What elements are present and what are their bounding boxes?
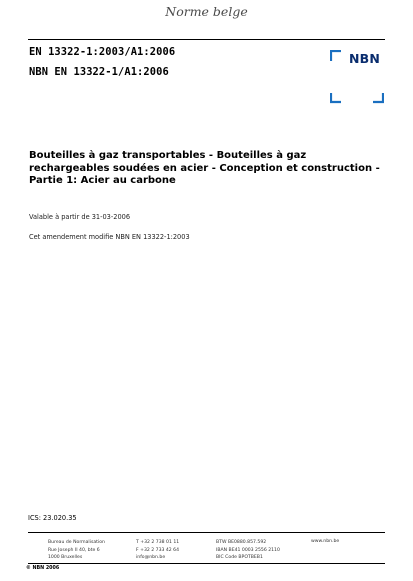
header-divider — [28, 39, 385, 40]
footer-divider — [28, 532, 385, 533]
nbn-standard-reference: NBN EN 13322-1/A1:2006 — [29, 66, 169, 78]
footer-website — [311, 538, 339, 546]
phone-line: T +32 2 738 01 11 — [136, 540, 180, 545]
vat-line: BTW BE0880.857.592 — [216, 540, 267, 545]
amendment-note: Cet amendement modifie NBN EN 13322-1:2003 — [29, 233, 190, 241]
email-line: info@nbn.be — [136, 555, 166, 560]
footer-bottom-divider — [28, 563, 385, 564]
copyright-notice: © NBN 2006 — [26, 566, 60, 571]
page-header-title: Norme belge — [165, 4, 248, 19]
website-link[interactable]: www.nbn.be — [311, 539, 340, 544]
footer-address — [48, 539, 105, 562]
footer-contact — [136, 539, 179, 562]
logo-text: NBN — [349, 51, 381, 66]
address-line: Rue Joseph II 40, bte 6 — [48, 547, 100, 553]
footer-bank — [216, 539, 280, 562]
ics-code: ICS: 23.020.35 — [28, 514, 77, 522]
address-line: 1000 Bruxelles — [48, 555, 83, 560]
iban-line: IBAN BE41 0003 2556 2110 — [216, 547, 280, 553]
document-title: Bouteilles à gaz transportables - Bouteilles à gaz rechargeables soudées en acier - Conception et construction - Partie 1: Acier au carbone — [29, 150, 380, 186]
en-standard-reference: EN 13322-1:2003/A1:2006 — [29, 46, 176, 58]
bic-line: BIC Code BPOTBEB1 — [216, 555, 263, 560]
address-line: Bureau de Normalisation — [48, 540, 105, 545]
nbn-logo — [330, 50, 384, 104]
fax-line: F +32 2 733 42 64 — [136, 547, 180, 553]
validity-date: Valable à partir de 31-03-2006 — [29, 213, 131, 221]
